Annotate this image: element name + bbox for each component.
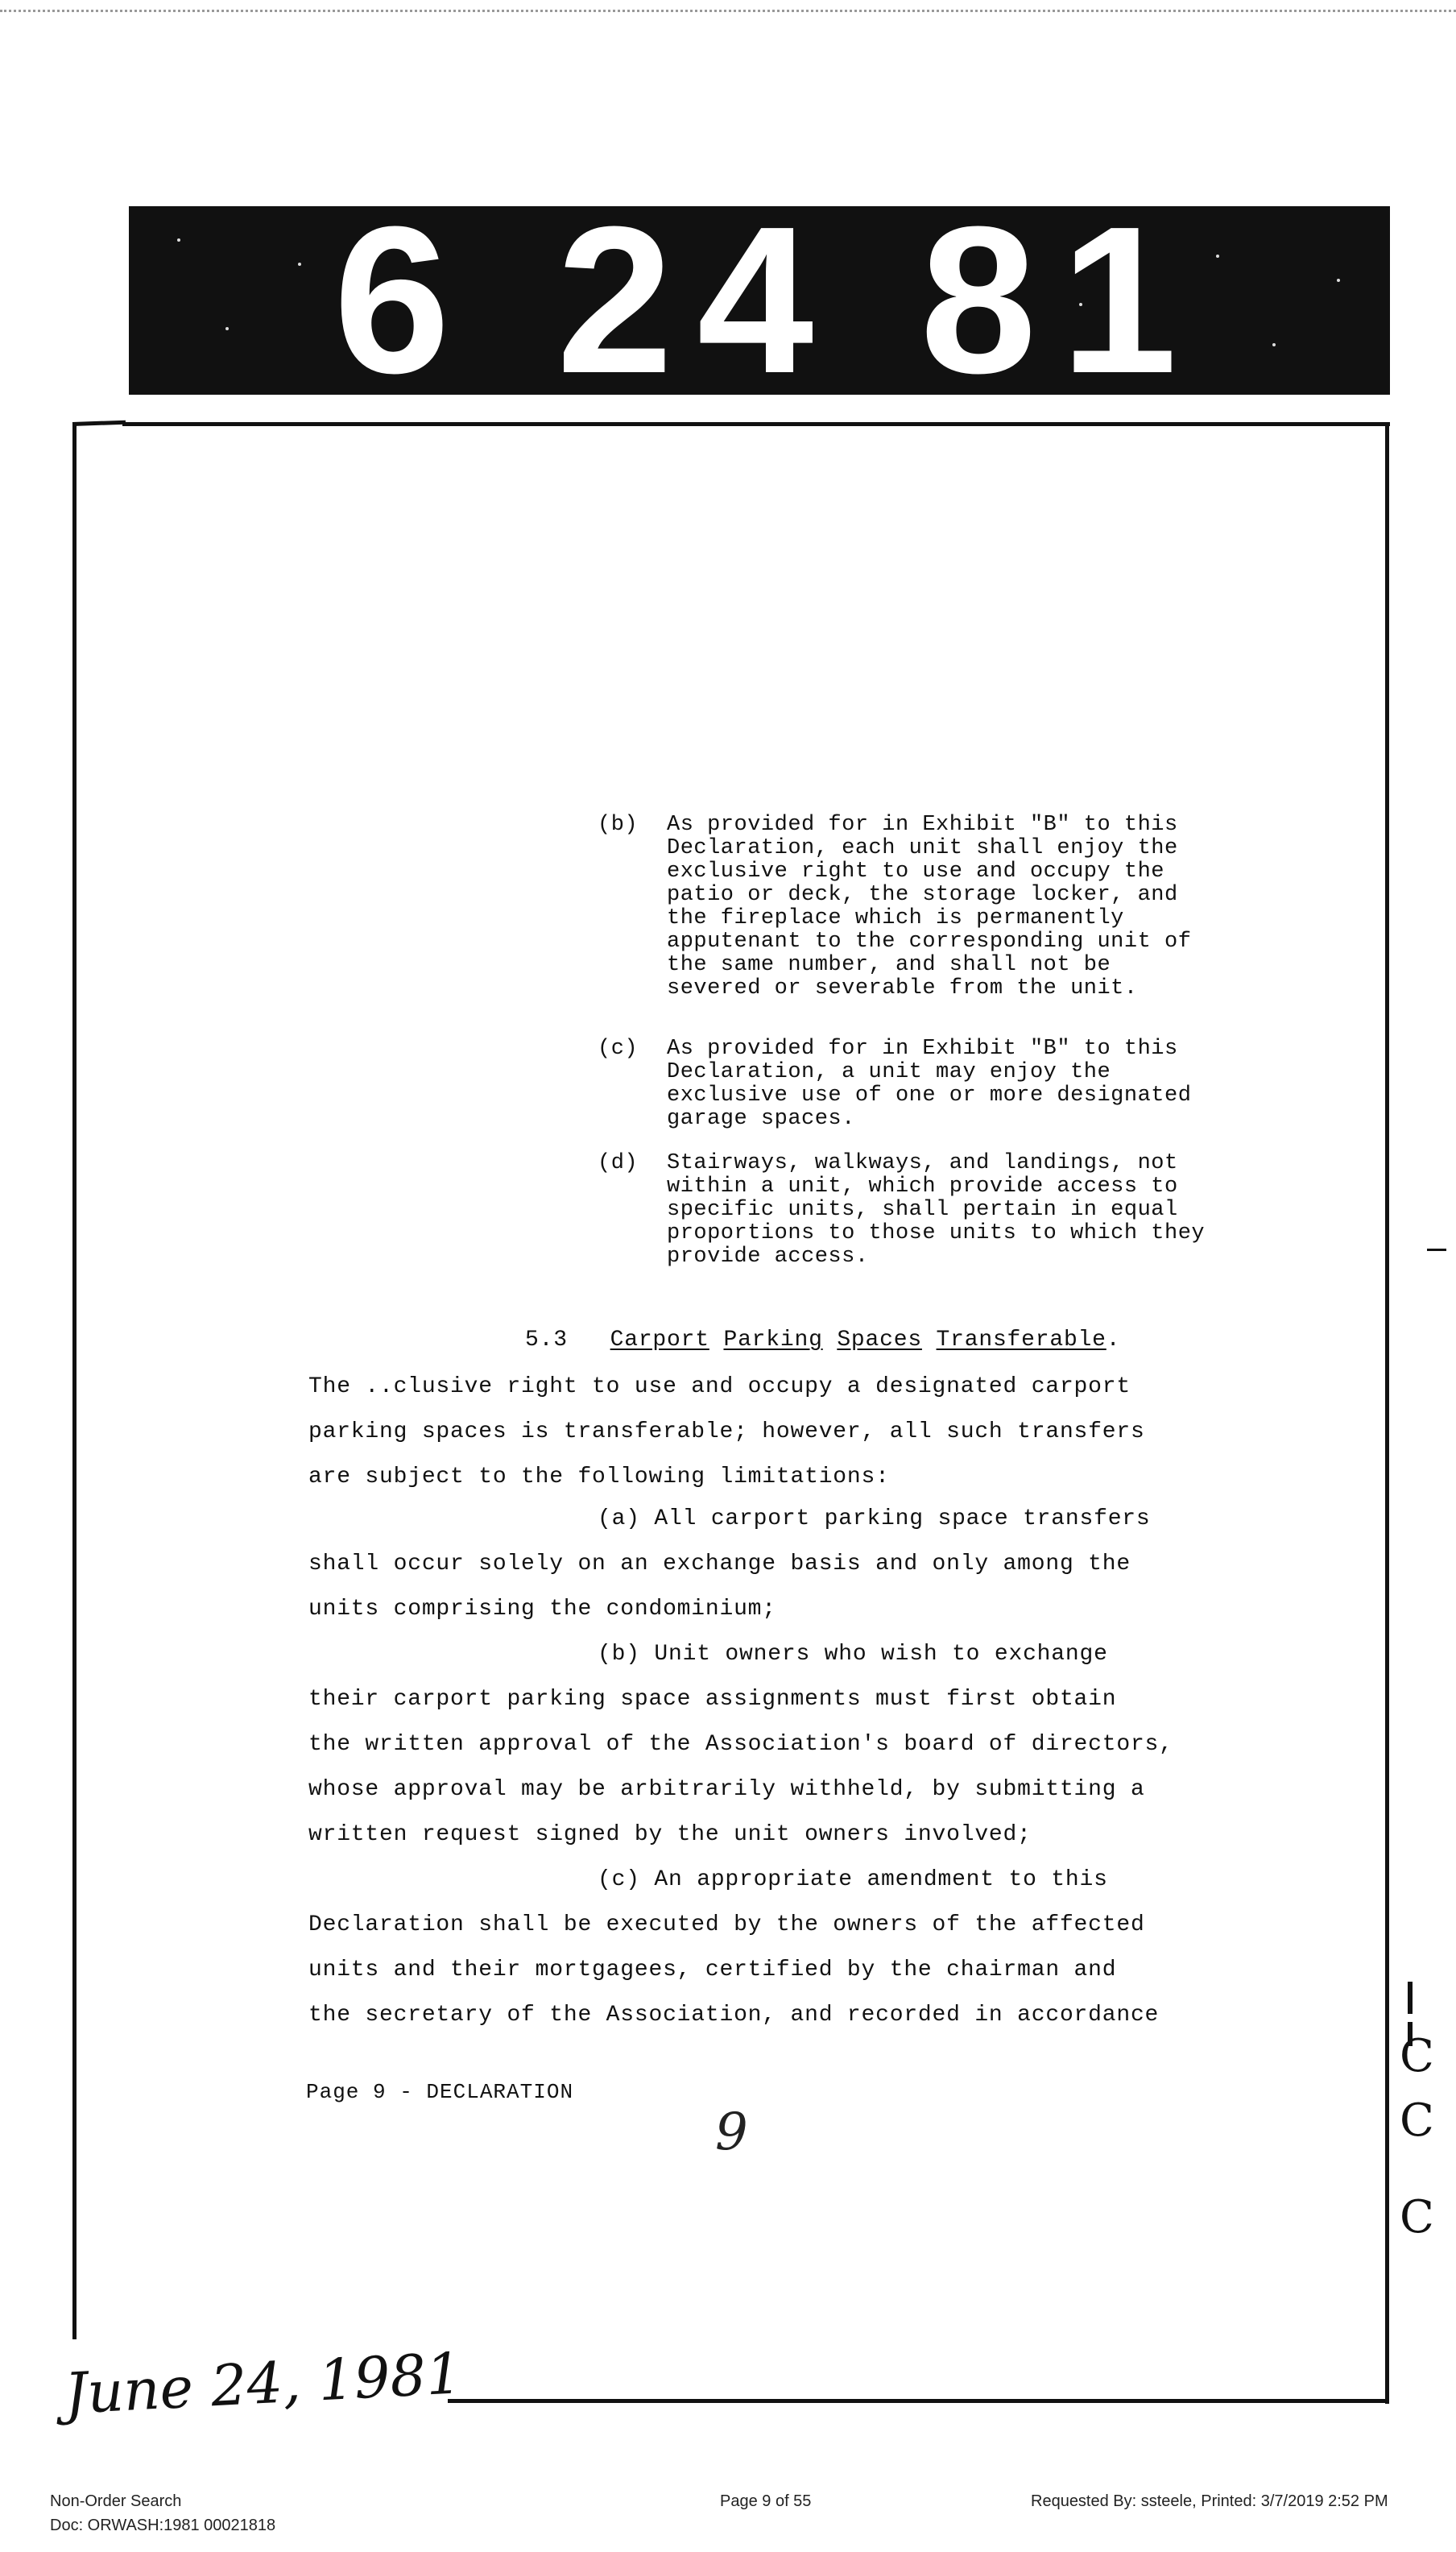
record-number: 6 24 81 (333, 184, 1202, 417)
frame-left-border (72, 422, 77, 2339)
body-line: the secretary of the Association, and recorded in accordance (308, 2003, 1160, 2028)
record-number-banner (129, 184, 1390, 417)
section-title-word: Spaces (837, 1328, 922, 1353)
margin-mark: C (1400, 2094, 1434, 2147)
section-heading (525, 1328, 1120, 1353)
body-line: The ..clusive right to use and occupy a designated carport (308, 1374, 1131, 1399)
frame-top-border (122, 422, 1390, 426)
frame-right-border (1385, 422, 1389, 2404)
item-c-label: (c) (598, 1037, 639, 1061)
section-title-word: Carport (610, 1328, 709, 1353)
section-title-word: Parking (723, 1328, 823, 1353)
margin-mark (1408, 1982, 1413, 2014)
body-line: (b) Unit owners who wish to exchange (598, 1642, 1108, 1667)
scan-edge-artifact (0, 10, 1456, 14)
margin-mark: C (1400, 2191, 1434, 2243)
item-b-label: (b) (598, 813, 639, 837)
margin-mark (1427, 1249, 1446, 1251)
doc-id: Doc: ORWASH:1981 00021818 (50, 2517, 276, 2534)
frame-bottom-border (448, 2399, 1385, 2403)
body-line: written request signed by the unit owners involved; (308, 1822, 1032, 1847)
body-line: units and their mortgagees, certified by the chairman and (308, 1958, 1117, 1982)
frame-corner (72, 420, 126, 426)
body-line: (a) All carport parking space transfers (598, 1506, 1151, 1531)
body-line: shall occur solely on an exchange basis and only among the (308, 1552, 1131, 1576)
handwritten-page-number: 9 (715, 2102, 748, 2162)
body-line: whose approval may be arbitrarily withheld, by submitting a (308, 1777, 1145, 1802)
margin-mark: C (1400, 2030, 1434, 2082)
section-title-end: . (1106, 1328, 1121, 1353)
item-b-text: As provided for in Exhibit "B" to this Declaration, each unit shall enjoy the exclusive right to use and occupy the patio or deck, the storage locker, and the fireplace which is permanently apputenant to the corresponding unit of the same number, and shall not be severed or severable from the unit. (667, 813, 1192, 1000)
item-d-label: (d) (598, 1151, 639, 1175)
section-title-word: Transferable (936, 1328, 1106, 1353)
body-line: parking spaces is transferable; however, all such transfers (308, 1419, 1145, 1444)
body-line: Declaration shall be executed by the owners of the affected (308, 1912, 1145, 1937)
search-type: Non-Order Search (50, 2492, 182, 2510)
body-line: are subject to the following limitations: (308, 1464, 890, 1489)
page-count: Page 9 of 55 (720, 2492, 812, 2510)
body-line: their carport parking space assignments must first obtain (308, 1687, 1117, 1712)
body-line: units comprising the condominium; (308, 1597, 776, 1622)
body-line: (c) An appropriate amendment to this (598, 1867, 1108, 1892)
item-c-text: As provided for in Exhibit "B" to this Declaration, a unit may enjoy the exclusive use of one or more designated garage spaces. (667, 1037, 1192, 1131)
body-line: the written approval of the Association's board of directors, (308, 1732, 1173, 1757)
handwritten-date: June 24, 1981 (63, 2340, 464, 2427)
section-number: 5.3 (525, 1328, 568, 1353)
requested-by: Requested By: ssteele, Printed: 3/7/2019 2:52 PM (1031, 2492, 1388, 2510)
page-footer: Page 9 - DECLARATION (306, 2080, 574, 2104)
item-d-text: Stairways, walkways, and landings, not within a unit, which provide access to specific units, shall pertain in equal proportions to those units to which they provide access. (667, 1151, 1206, 1269)
